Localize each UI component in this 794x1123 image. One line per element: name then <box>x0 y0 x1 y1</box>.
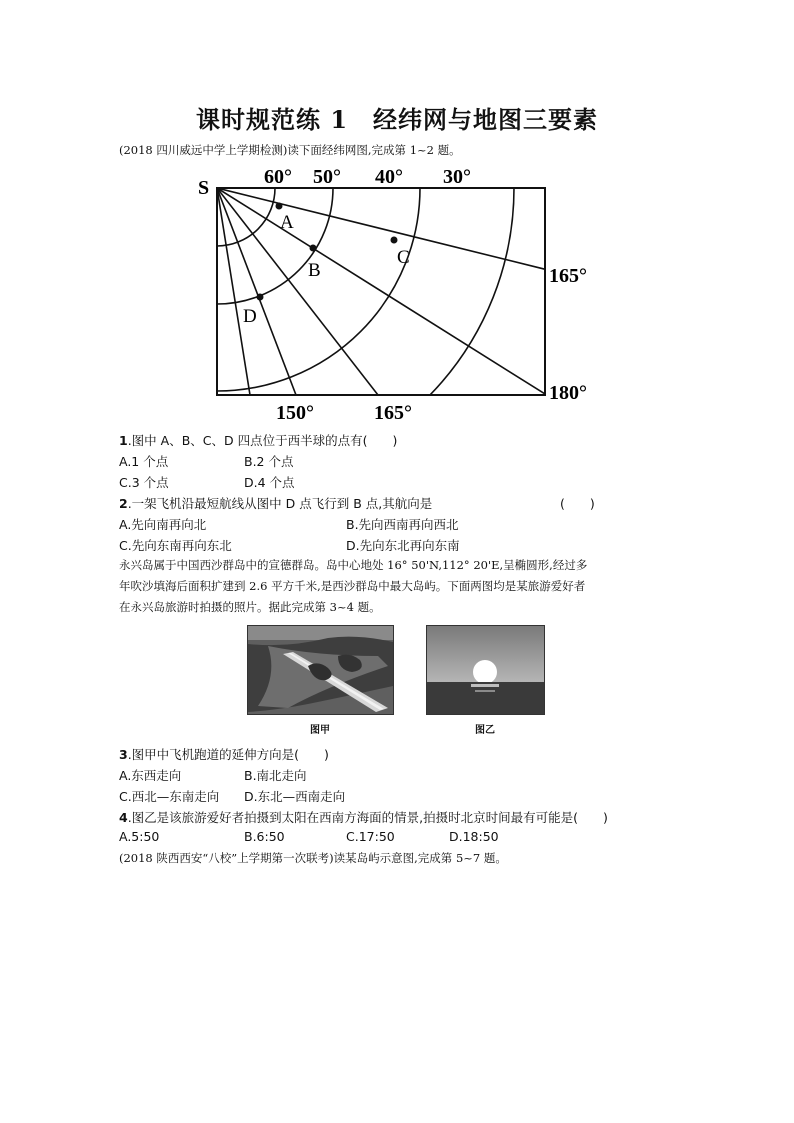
question-2-text: .一架飞机沿最短航线从图中 D 点飞行到 B 点,其航向是 <box>127 496 433 511</box>
q1-option-a: A.1 个点 <box>119 454 169 469</box>
q3-option-d: D.东北—西南走向 <box>244 789 346 804</box>
question-2 <box>119 494 432 512</box>
q4-option-d: D.18:50 <box>449 829 499 844</box>
q2-option-d: D.先向东北再向东南 <box>346 538 460 553</box>
q1-option-b: B.2 个点 <box>244 454 294 469</box>
lat-label-60: 60° <box>264 166 292 188</box>
meridian-line <box>217 188 548 270</box>
latitude-arc-40 <box>192 164 420 391</box>
q3-option-c: C.西北—东南走向 <box>119 789 220 804</box>
intro-text-2: (2018 陕西西安“八校”上学期第一次联考)读某岛屿示意图,完成第 5~7 题。 <box>119 851 507 865</box>
question-4-number: 4 <box>119 810 128 825</box>
question-3 <box>119 745 329 763</box>
point-d-dot <box>257 294 264 301</box>
point-d-label: D <box>243 306 257 327</box>
q4-option-b: B.6:50 <box>244 829 285 844</box>
lat-label-40: 40° <box>375 166 403 188</box>
lon-label-165-bottom: 165° <box>374 402 412 422</box>
q2-option-b: B.先向西南再向西北 <box>346 517 459 532</box>
point-b-dot <box>310 245 317 252</box>
q2-option-c: C.先向东南再向东北 <box>119 538 232 553</box>
page-title: 课时规范练 1 经纬网与地图三要素 <box>195 105 599 134</box>
passage-line-3: 在永兴岛旅游时拍摄的照片。据此完成第 3~4 题。 <box>119 600 381 614</box>
question-4-text: .图乙是该旅游爱好者拍摄到太阳在西南方海面的情景,拍摄时北京时间最有可能是( ) <box>127 810 608 825</box>
passage-line-2: 年吹沙填海后面积扩建到 2.6 平方千米,是西沙群岛中最大岛屿。下面两图均是某旅游爱好者 <box>119 579 586 593</box>
pole-label: S <box>198 177 210 199</box>
q1-option-c: C.3 个点 <box>119 475 169 490</box>
point-c-label: C <box>397 247 410 268</box>
question-3-text: .图甲中飞机跑道的延伸方向是( ) <box>127 747 329 762</box>
question-4 <box>119 808 608 826</box>
q1-option-d: D.4 个点 <box>244 475 295 490</box>
photo-left-caption: 图甲 <box>310 725 330 736</box>
meridian-line <box>217 188 378 395</box>
question-2-number: 2 <box>119 496 128 511</box>
point-a-dot <box>276 203 283 210</box>
latitude-arc-50 <box>192 164 333 304</box>
q2-option-a: A.先向南再向北 <box>119 517 207 532</box>
lat-label-50: 50° <box>313 166 341 188</box>
photo-runway <box>247 625 394 715</box>
point-b-label: B <box>308 260 321 281</box>
q3-option-b: B.南北走向 <box>244 768 307 783</box>
point-c-dot <box>391 237 398 244</box>
lat-label-30: 30° <box>443 166 471 188</box>
point-a-label: A <box>280 212 294 233</box>
lon-label-150: 150° <box>276 402 314 422</box>
lon-label-180: 180° <box>549 382 587 404</box>
question-3-number: 3 <box>119 747 128 762</box>
photo-right-caption: 图乙 <box>475 725 495 736</box>
q3-option-a: A.东西走向 <box>119 768 182 783</box>
question-1-text: .图中 A、B、C、D 四点位于西半球的点有( ) <box>127 433 398 448</box>
question-2-paren: ( ) <box>560 496 595 511</box>
q4-option-c: C.17:50 <box>346 829 395 844</box>
passage-line-1: 永兴岛属于中国西沙群岛中的宣德群岛。岛中心地处 16° 50'N,112° 20'E,呈椭圆形,经过多 <box>119 558 588 572</box>
q4-option-a: A.5:50 <box>119 829 160 844</box>
intro-text-1: (2018 四川威远中学上学期检测)读下面经纬网图,完成第 1~2 题。 <box>119 143 461 157</box>
photo-sunset <box>426 625 545 715</box>
graticule-map <box>192 164 622 422</box>
lon-label-165-right: 165° <box>549 265 587 287</box>
question-1-number: 1 <box>119 433 128 448</box>
meridian-line <box>217 188 250 395</box>
question-1 <box>119 431 397 449</box>
